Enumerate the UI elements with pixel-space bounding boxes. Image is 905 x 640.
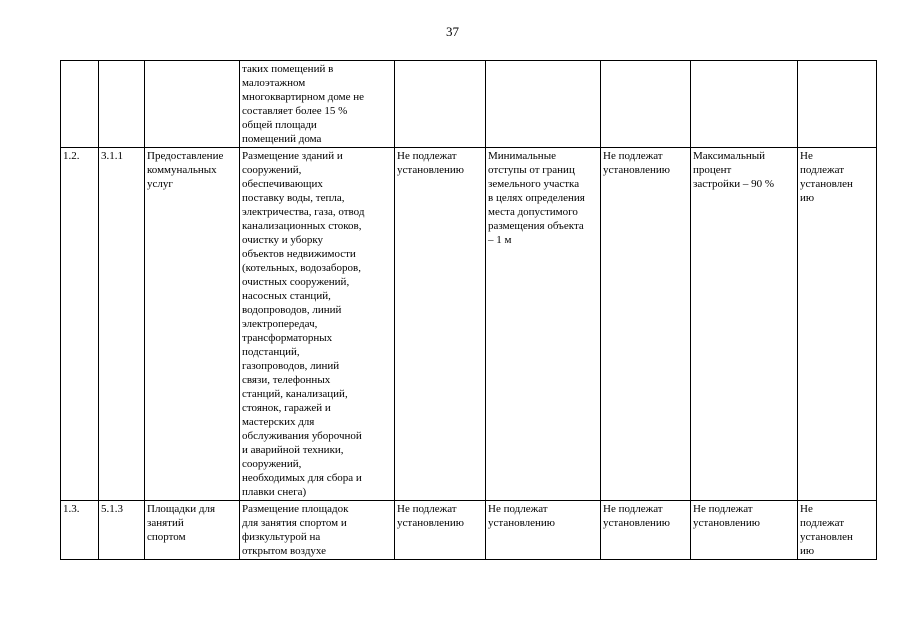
cell-name: Предоставление коммунальных услуг <box>145 148 240 501</box>
cell-description: Размещение площадок для занятия спортом и физкультурой на открытом воздухе <box>240 501 395 560</box>
cell-code: 5.1.3 <box>99 501 145 560</box>
cell-description: Размещение зданий и сооружений, обеспечивающих поставку воды, тепла, электричества, газа, отвод канализационных стоков, очистку и уборку объектов недвижимости (котельных, водозаборов, очистных сооружений, насосных станций, водопроводов, линий электропередач, трансформаторных подстанций, газопроводов, линий связи, телефонных станций, канализаций, стоянок, гаражей и мастерских для обслуживания уборочной и аварийной техники, сооружений, необходимых для сбора и плавки снега) <box>240 148 395 501</box>
cell-col7: Не подлежат установлению <box>601 501 691 560</box>
cell-no: 1.2. <box>61 148 99 501</box>
cell-col7 <box>601 61 691 148</box>
cell-col8: Максимальный процент застройки – 90 % <box>691 148 798 501</box>
cell-col9: Не подлежат установлен ию <box>798 148 877 501</box>
cell-col6 <box>486 61 601 148</box>
cell-col6: Не подлежат установлению <box>486 501 601 560</box>
table-row <box>61 61 877 148</box>
cell-col5: Не подлежат установлению <box>395 501 486 560</box>
cell-col9 <box>798 61 877 148</box>
cell-code <box>99 61 145 148</box>
cell-name: Площадки для занятий спортом <box>145 501 240 560</box>
cell-code: 3.1.1 <box>99 148 145 501</box>
cell-col8: Не подлежат установлению <box>691 501 798 560</box>
page-number: 37 <box>446 24 459 39</box>
cell-col5 <box>395 61 486 148</box>
regulations-table <box>60 60 877 560</box>
cell-no: 1.3. <box>61 501 99 560</box>
cell-col7: Не подлежат установлению <box>601 148 691 501</box>
cell-col8 <box>691 61 798 148</box>
cell-name <box>145 61 240 148</box>
cell-col6: Минимальные отступы от границ земельного участка в целях определения места допустимого размещения объекта – 1 м <box>486 148 601 501</box>
cell-col9: Не подлежат установлен ию <box>798 501 877 560</box>
table-row <box>61 148 877 501</box>
table-row <box>61 501 877 560</box>
cell-col5: Не подлежат установлению <box>395 148 486 501</box>
cell-description: таких помещений в малоэтажном многоквартирном доме не составляет более 15 % общей площади помещений дома <box>240 61 395 148</box>
cell-no <box>61 61 99 148</box>
